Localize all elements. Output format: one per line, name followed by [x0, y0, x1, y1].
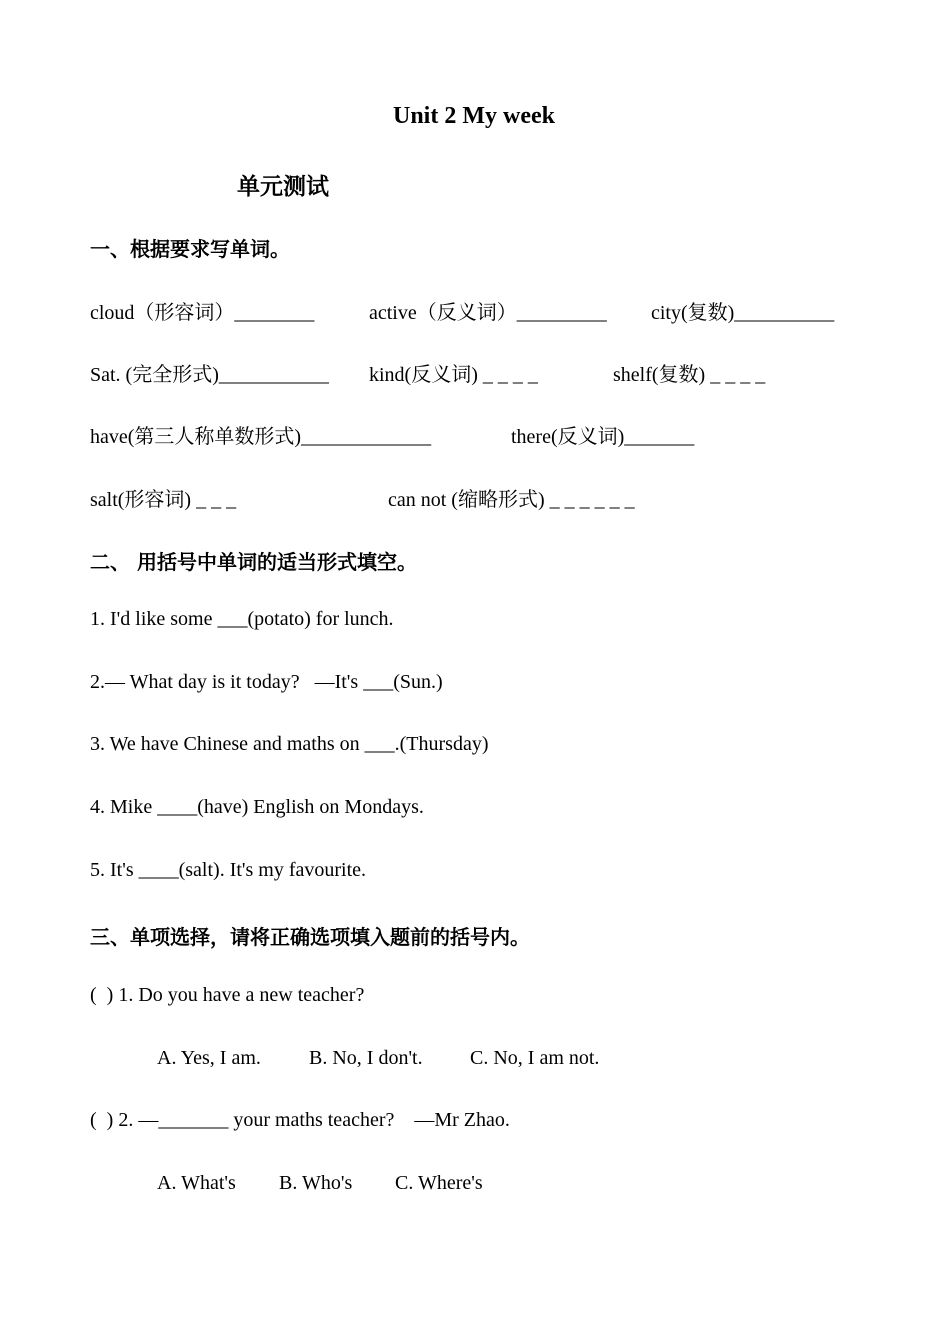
doc-title: Unit 2 My week: [393, 103, 555, 129]
section-3-heading: 三、单项选择，请将正确选项填入题前的括号内。: [90, 925, 530, 949]
q1-option-b: B. No, I don't.: [309, 1047, 423, 1069]
q2-option-c: C. Where's: [395, 1172, 483, 1194]
row1-item3: city(复数)__________: [651, 302, 835, 324]
doc-subtitle: 单元测试: [237, 174, 329, 200]
q2-option-b: B. Who's: [279, 1172, 353, 1194]
row4-item1: salt(形容词) _ _ _: [90, 489, 237, 511]
fill-item: 3. We have Chinese and maths on ___.(Thursday): [90, 733, 489, 755]
row3-item2: there(反义词)_______: [511, 426, 695, 448]
row2-item2: kind(反义词) _ _ _ _: [369, 364, 538, 386]
q1-option-c: C. No, I am not.: [470, 1047, 600, 1069]
question-2: ( ) 2. —_______ your maths teacher? —Mr Zhao.: [90, 1109, 510, 1131]
row2-item1: Sat. (完全形式)___________: [90, 364, 329, 386]
fill-item: 2.— What day is it today? —It's ___(Sun.): [90, 671, 443, 693]
row3-item1: have(第三人称单数形式)_____________: [90, 426, 432, 448]
fill-item: 5. It's ____(salt). It's my favourite.: [90, 859, 367, 881]
row1-item1: cloud（形容词）________: [90, 302, 315, 324]
section-2-heading: 二、 用括号中单词的适当形式填空。: [90, 550, 417, 574]
q1-option-a: A. Yes, I am.: [157, 1047, 261, 1069]
fill-item: 4. Mike ____(have) English on Mondays.: [90, 796, 424, 818]
q2-option-a: A. What's: [157, 1172, 236, 1194]
row1-item2: active（反义词）_________: [369, 302, 607, 324]
row4-item2: can not (缩略形式) _ _ _ _ _ _: [388, 489, 635, 511]
fill-item: 1. I'd like some ___(potato) for lunch.: [90, 608, 394, 630]
question-1: ( ) 1. Do you have a new teacher?: [90, 984, 365, 1006]
section-1-heading: 一、根据要求写单词。: [90, 237, 290, 261]
row2-item3: shelf(复数) _ _ _ _: [613, 364, 766, 386]
